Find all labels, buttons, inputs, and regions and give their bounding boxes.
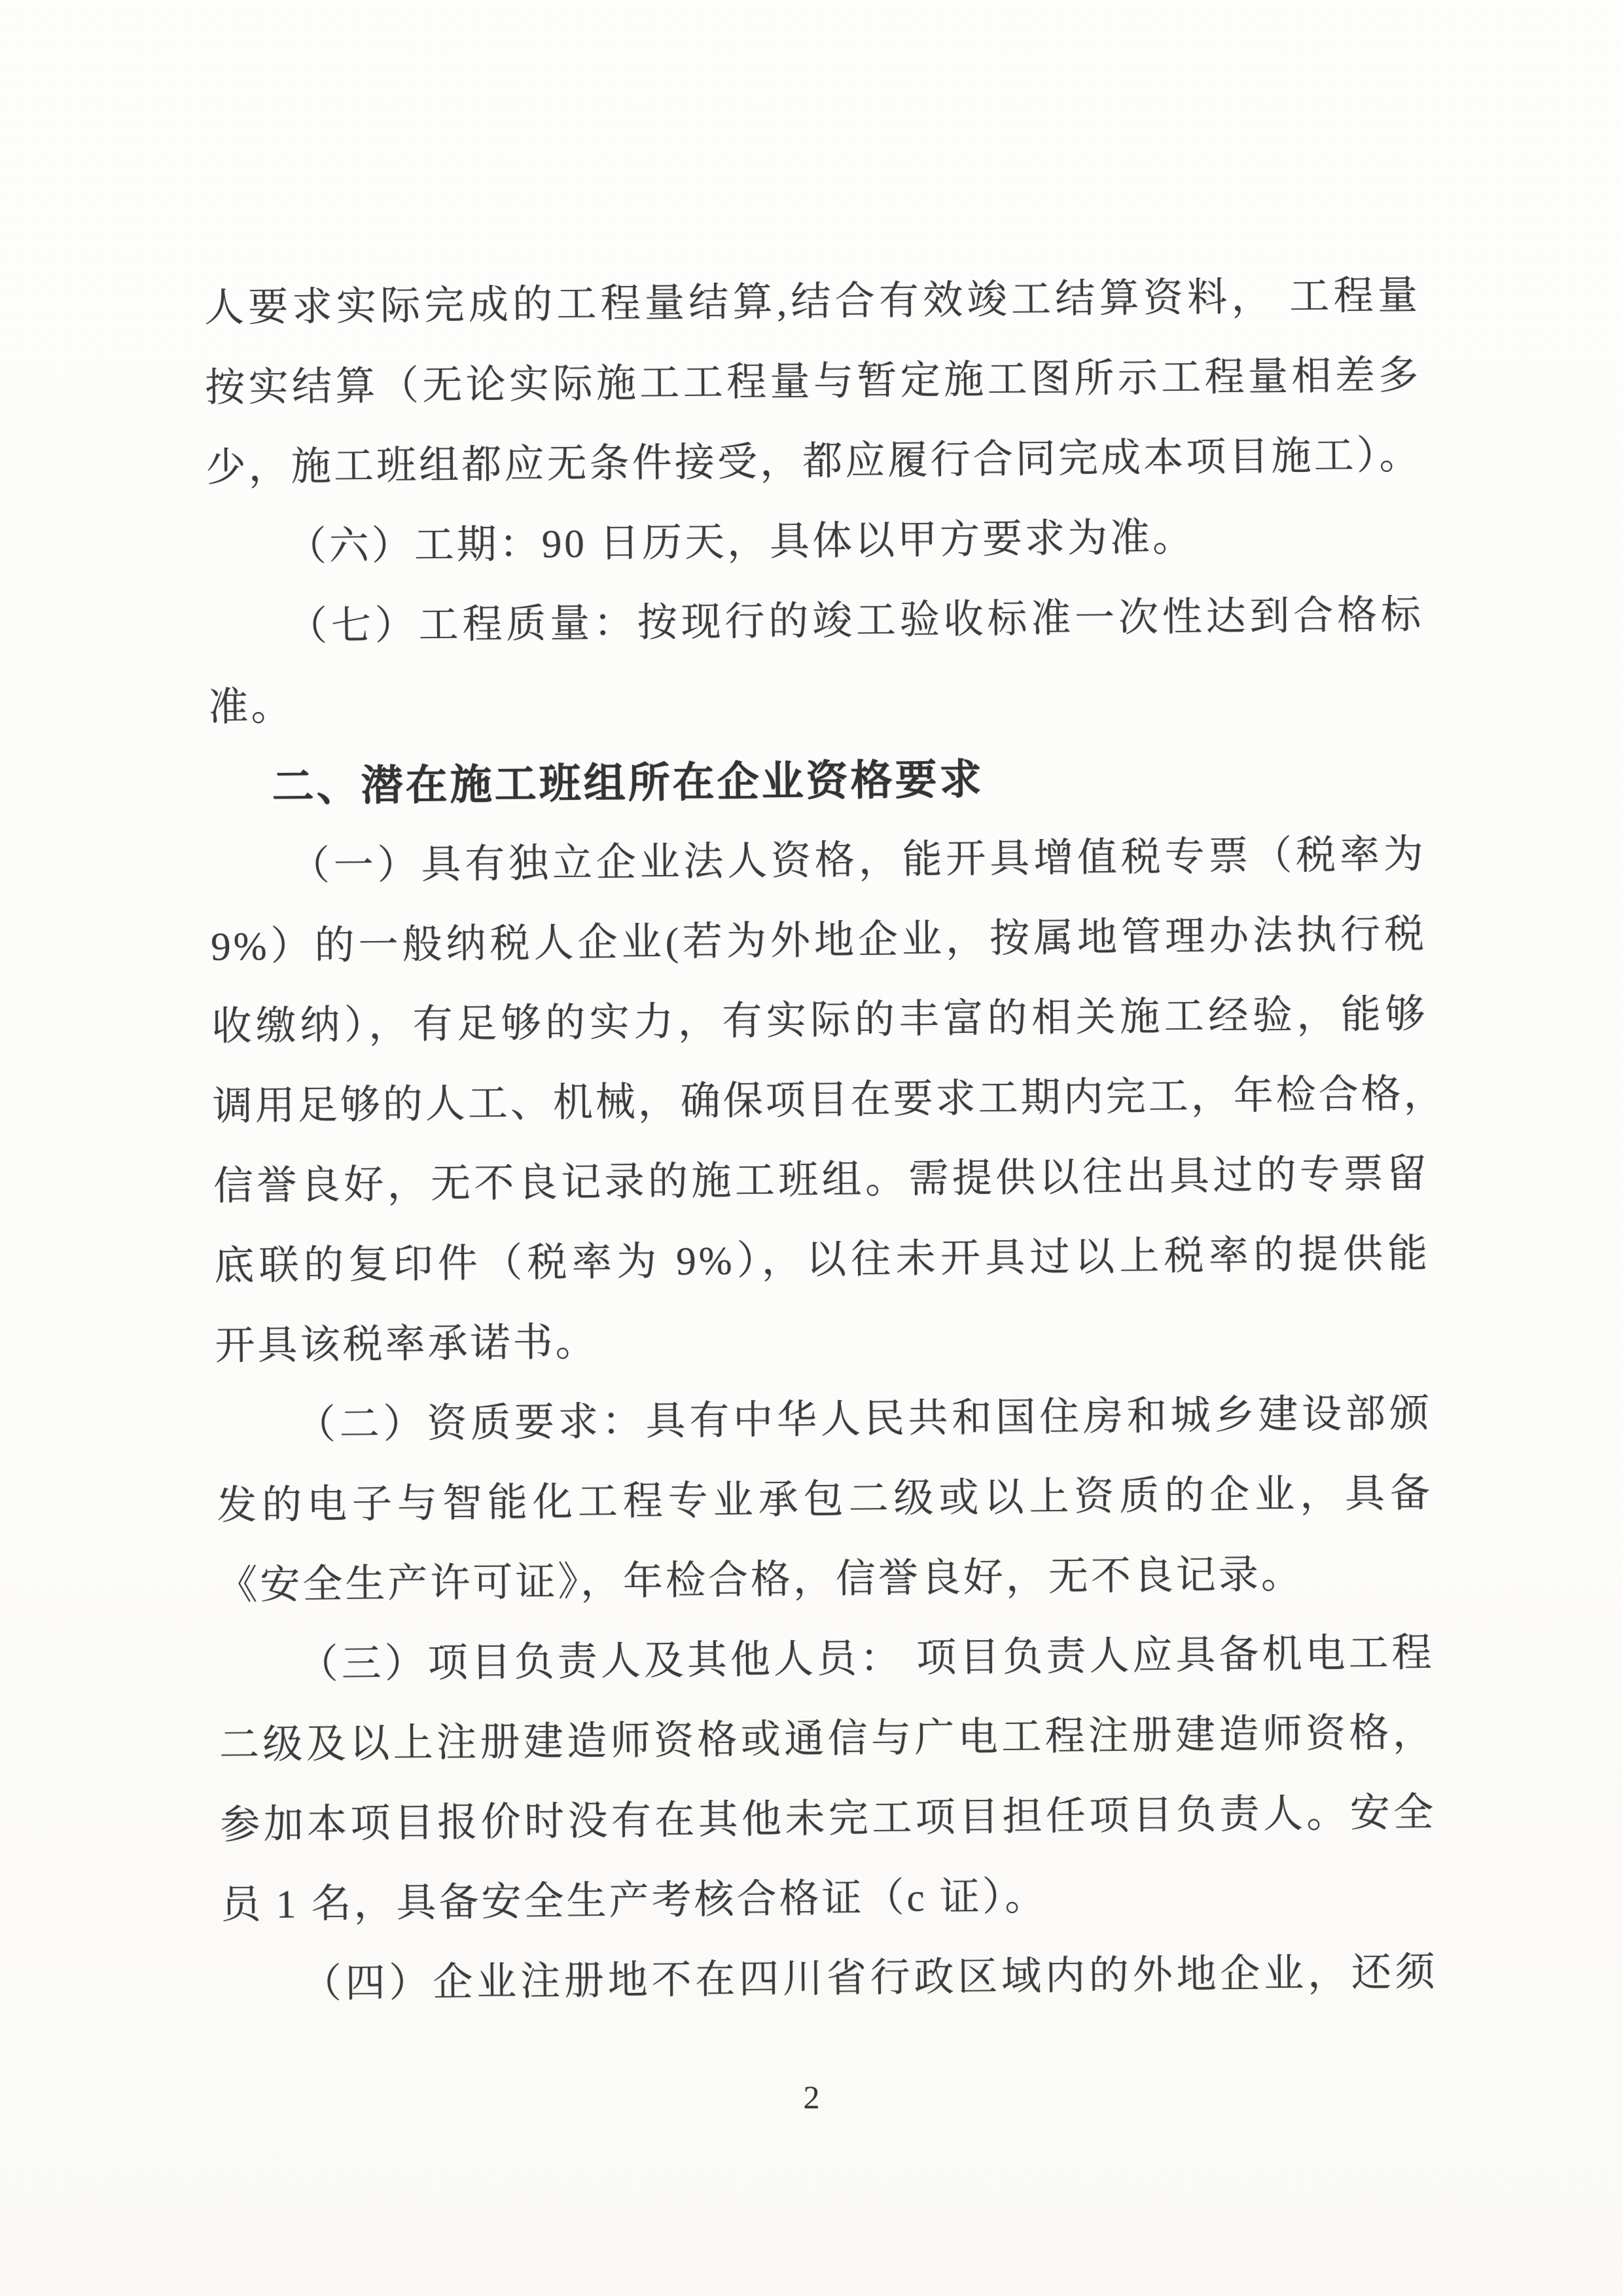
body-line: 发的电子与智能化工程专业承包二级或以上资质的企业，具备: [216, 1471, 1433, 1528]
body-line: 底联的复印件（税率为 9%），以往未开具过以上税率的提供能: [213, 1232, 1431, 1289]
body-line-clause-6: （六）工期：90 日历天，具体以甲方要求为准。: [286, 516, 1196, 569]
body-line: 少，施工班组都应无条件接受，都应履行合同完成本项目施工）。: [205, 433, 1422, 490]
document-body: [204, 256, 1447, 2025]
body-line: 《安全生产许可证》，年检合格，信誉良好，无不良记录。: [217, 1552, 1304, 1608]
body-line: 收缴纳），有足够的实力，有实际的丰富的相关施工经验，能够: [211, 992, 1428, 1049]
body-line: 信誉良好，无不良记录的施工班组。需提供以往出具过的专票留: [213, 1152, 1430, 1209]
page-number: 2: [803, 2079, 820, 2115]
body-line-clause-2: （二）资质要求：具有中华人民共和国住房和城乡建设部颁: [295, 1391, 1433, 1448]
body-line-clause-3: （三）项目负责人及其他人员： 项目负责人应具备机电工程: [298, 1631, 1435, 1687]
body-line: 员 1 名，具备安全生产考核合格证（c 证）。: [221, 1874, 1048, 1928]
body-line: 9%）的一般纳税人企业(若为外地企业，按属地管理办法执行税: [210, 912, 1427, 969]
body-line: 开具该税率承诺书。: [215, 1320, 598, 1369]
body-line: 二级及以上注册建造师资格或通信与广电工程注册建造师资格，: [219, 1711, 1436, 1768]
body-line: 人要求实际完成的工程量结算,结合有效竣工结算资料， 工程量: [204, 274, 1421, 331]
section-heading: 二、潜在施工班组所在企业资格要求: [272, 756, 984, 810]
body-line: 按实结算（无论实际施工工程量与暂定施工图所示工程量相差多: [204, 353, 1421, 410]
body-line-clause-4: （四）企业注册地不在四川省行政区域内的外地企业，还须: [301, 1950, 1438, 2007]
body-line: 准。: [208, 685, 294, 730]
body-line: 调用足够的人工、机械，确保项目在要求工期内完工，年检合格，: [212, 1072, 1447, 1129]
body-line-clause-1: （一）具有独立企业法人资格，能开具增值税专票（税率为: [289, 833, 1427, 889]
body-line-clause-7: （七）工程质量：按现行的竣工验收标准一次性达到合格标: [287, 593, 1424, 649]
body-line: 参加本项目报价时没有在其他未完工项目担任项目负责人。安全: [219, 1791, 1436, 1848]
